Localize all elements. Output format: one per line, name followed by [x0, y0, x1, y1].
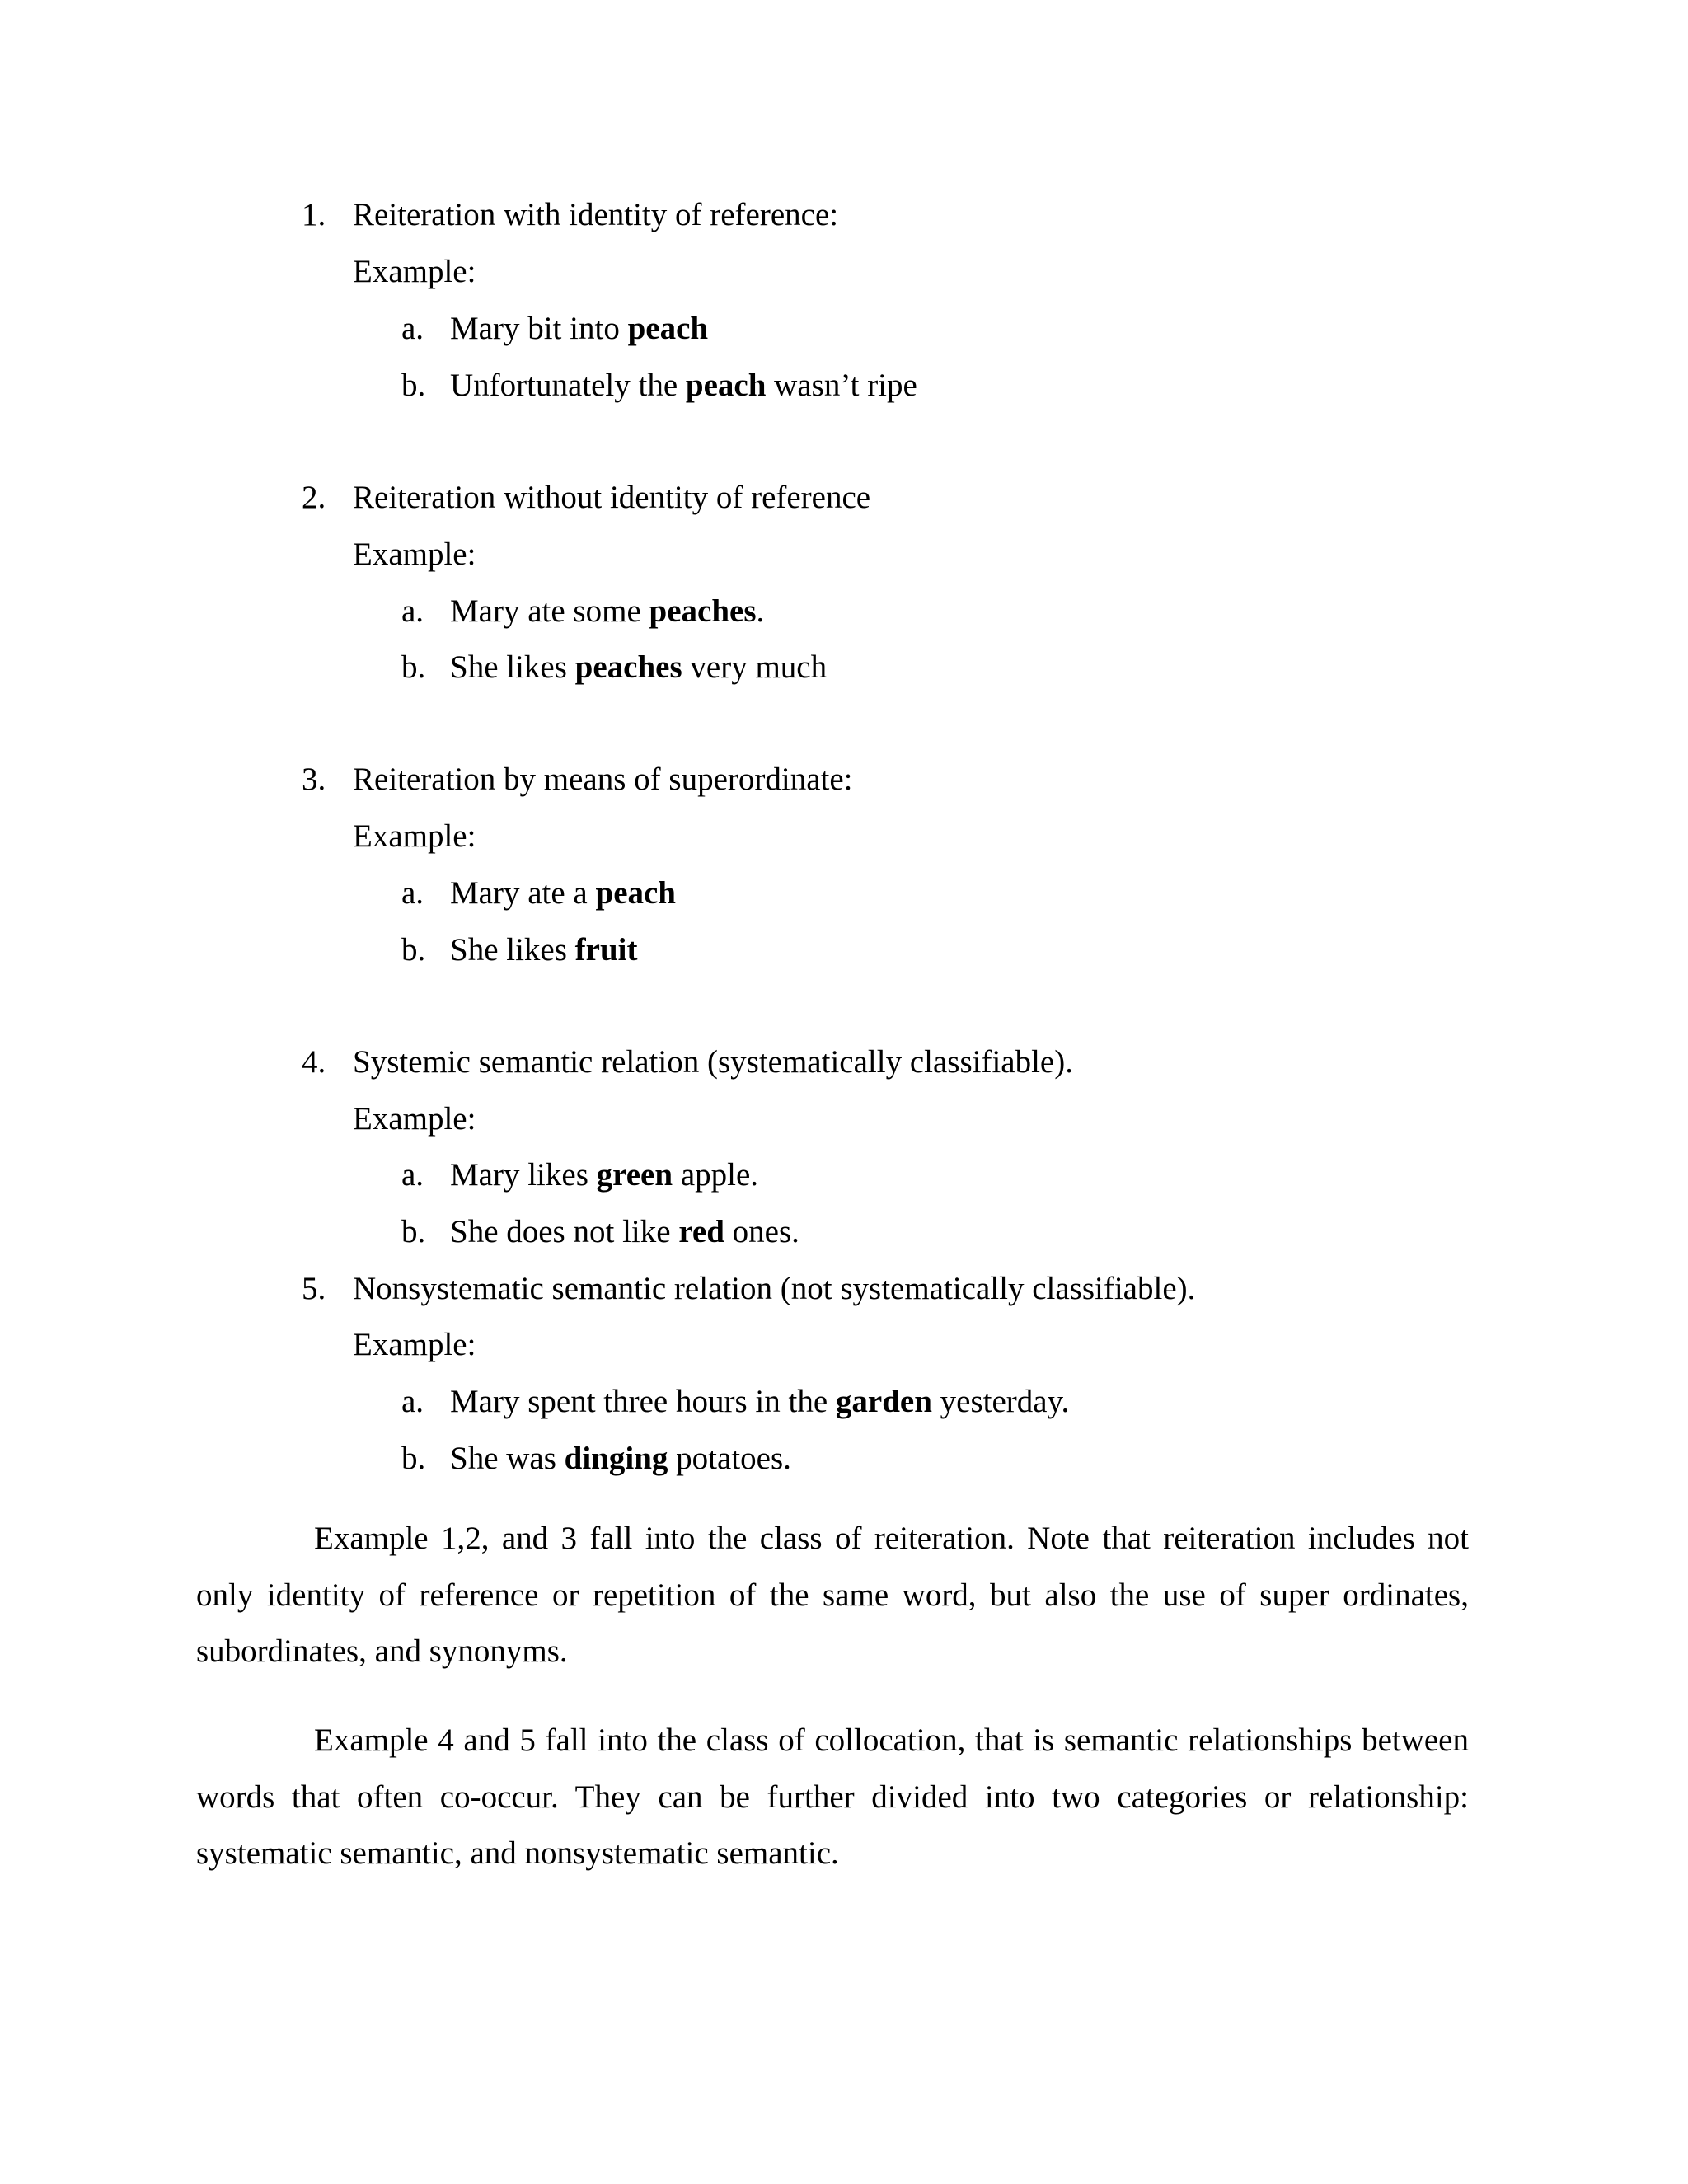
key-word: peaches	[574, 649, 682, 685]
key-word: dinging	[564, 1441, 668, 1476]
item-heading: Systemic semantic relation (systematically classifiable).	[353, 1044, 1073, 1080]
item-number: 1.	[302, 197, 326, 232]
key-word: peach	[627, 311, 709, 346]
example-letter: b.	[401, 1214, 426, 1249]
key-word: red	[678, 1214, 724, 1249]
example-sentence: Mary ate some peaches.	[450, 593, 765, 629]
item-number: 5.	[302, 1271, 326, 1306]
example-letter: a.	[401, 593, 424, 629]
example-sentence: Mary spent three hours in the garden yesterday.	[450, 1384, 1070, 1419]
example-letter: a.	[401, 1384, 424, 1419]
example-letter: a.	[401, 1157, 424, 1193]
example-sentence: Mary ate a peach	[450, 875, 676, 911]
item-heading: Reiteration with identity of reference:	[353, 197, 839, 232]
example-label: Example:	[353, 1327, 476, 1362]
example-sentence: Unfortunately the peach wasn’t ripe	[450, 368, 917, 403]
example-sentence: Mary bit into peach	[450, 311, 709, 346]
example-letter: b.	[401, 368, 426, 403]
key-word: peach	[595, 875, 676, 911]
example-letter: a.	[401, 311, 424, 346]
key-word: green	[596, 1157, 673, 1193]
key-word: peaches	[649, 593, 757, 629]
example-label: Example:	[353, 1101, 476, 1137]
example-letter: b.	[401, 649, 426, 685]
example-sentence: She was dinging potatoes.	[450, 1441, 791, 1476]
example-label: Example:	[353, 254, 476, 289]
example-letter: a.	[401, 875, 424, 911]
key-word: garden	[835, 1384, 932, 1419]
example-label: Example:	[353, 818, 476, 854]
item-heading: Reiteration without identity of reference	[353, 480, 871, 515]
example-sentence: She likes peaches very much	[450, 649, 828, 685]
item-heading: Reiteration by means of superordinate:	[353, 762, 853, 797]
key-word: fruit	[574, 932, 638, 968]
example-sentence: She does not like red ones.	[450, 1214, 799, 1249]
item-number: 2.	[302, 480, 326, 515]
example-label: Example:	[353, 537, 476, 572]
example-sentence: Mary likes green apple.	[450, 1157, 759, 1193]
body-paragraph-1: Example 1,2, and 3 fall into the class of reiteration. Note that reiteration includes not only identity of reference or repetition of the same word, but also the use of super ordinates, subordinates, and synonyms.	[196, 1521, 1469, 1669]
example-letter: b.	[401, 932, 426, 968]
item-number: 4.	[302, 1044, 326, 1080]
item-number: 3.	[302, 762, 326, 797]
example-sentence: She likes fruit	[450, 932, 638, 968]
example-letter: b.	[401, 1441, 426, 1476]
item-heading: Nonsystematic semantic relation (not systematically classifiable).	[353, 1271, 1196, 1306]
body-paragraph-2: Example 4 and 5 fall into the class of collocation, that is semantic relationships between words that often co-occur. They can be further divided into two categories or relationship: systematic semantic, and nonsystematic semantic.	[196, 1722, 1469, 1871]
key-word: peach	[685, 368, 767, 403]
